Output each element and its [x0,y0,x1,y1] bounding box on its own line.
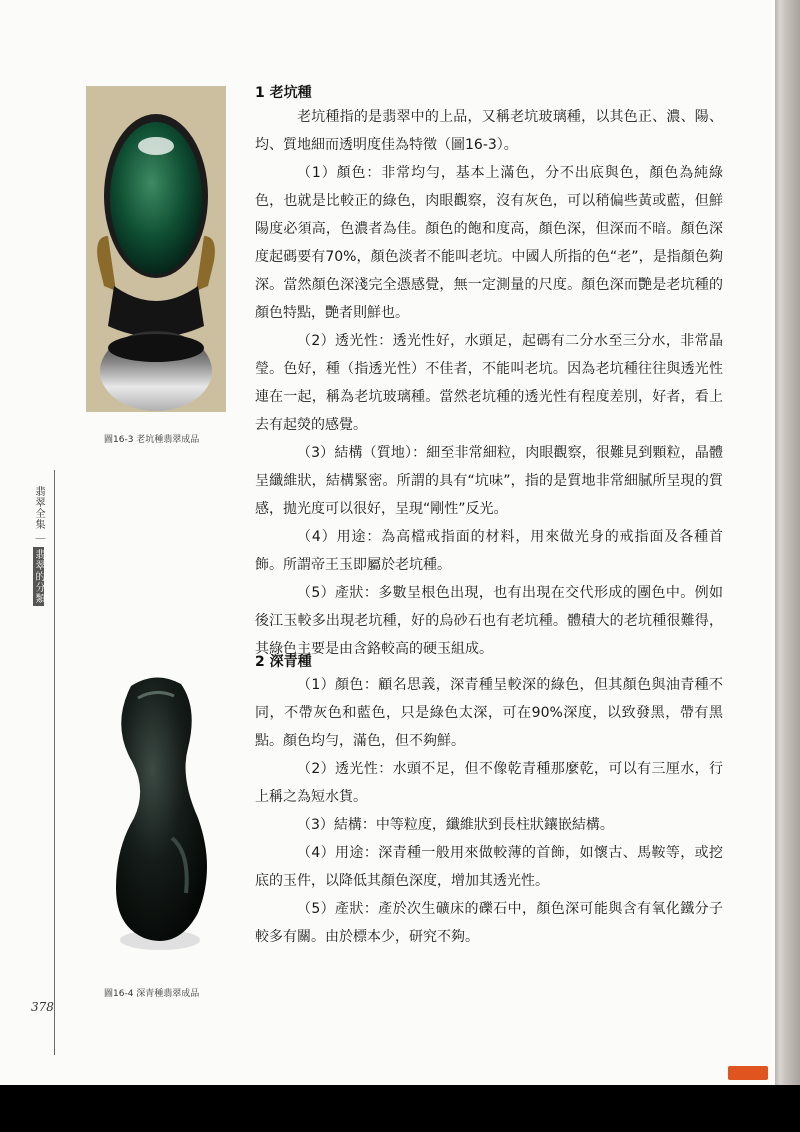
paragraph: （4）用途：深青種一般用來做較薄的首飾，如懷古、馬鞍等，或挖底的玉件，以降低其顏色深度，增加其透光性。 [255,845,723,889]
book-spine [775,0,800,1085]
section-heading: 2 深青種 [255,654,312,670]
paragraph: （2）透光性：透光性好，水頭足，起碼有二分水至三分水，非常晶瑩。色好，種（指透光性）不佳者，不能叫老坑。因為老坑種往往與透光性連在一起，稱為老坑玻璃種。當然老坑種的透光性有程度差別，好者，看上去有起熒的感覺。 [255,333,723,433]
paragraph: （2）透光性：水頭不足，但不像乾青種那麼乾，可以有三厘水，行上稱之為短水貨。 [255,761,723,805]
section-body [255,671,723,951]
book-title: 翡翠全集 [33,486,44,530]
paragraph: 老坑種指的是翡翠中的上品，又稱老坑玻璃種，以其色正、濃、陽、均、質地細而透明度佳為特徵（圖16-3）。 [255,109,723,153]
page-number: 378 [31,1000,54,1014]
spine-color-tab [728,1066,768,1080]
scan-bottom-border [0,1085,800,1132]
figure-caption: 圖16-3 老坑種翡翠成品 [104,435,200,445]
chapter-title: 翡翠的分類 [33,549,44,604]
jade-pendant-photo [86,668,226,968]
paragraph: （3）結構：中等粒度，纖維狀到長柱狀鑲嵌結構。 [297,817,614,833]
paragraph: （1）顏色：顧名思義，深青種呈較深的綠色，但其顏色與油青種不同，不帶灰色和藍色，只是綠色太深，可在90%深度，以致發黑，帶有黑點。顏色均勻，滿色，但不夠鮮。 [255,677,723,749]
section-heading: 1 老坑種 [255,85,312,101]
section-body [255,103,723,663]
figure-caption: 圖16-4 深青種翡翠成品 [104,989,200,999]
paragraph: （5）產狀：產於次生礦床的礫石中，顏色深可能與含有氧化鐵分子較多有關。由於標本少，研究不夠。 [255,901,723,945]
jade-ring-photo [86,86,226,412]
paragraph: （1）顏色：非常均勻，基本上滿色，分不出底與色，顏色為純綠色，也就是比較正的綠色，肉眼觀察，沒有灰色，可以稍偏些黃或藍，但鮮陽度必須高，色濃者為佳。顏色的飽和度高，顏色深，但深而不暗。顏色深度起碼要有70%，顏色淡者不能叫老坑。中國人所指的色“老”，是指顏色夠深。當然顏色深淺完全憑感覺，無一定測量的尺度。顏色深而艷是老坑種的顏色特點，艷者則鮮也。 [255,165,723,321]
side-running-title: 翡翠全集｜翡翠的分類 [33,486,44,604]
margin-divider-line [54,470,55,1055]
paragraph: （3）結構（質地）：細至非常細粒，肉眼觀察，很難見到顆粒，晶體呈纖維狀，結構緊密。所謂的具有“坑味”，指的是質地非常細膩所呈現的質感，拋光度可以很好，呈現“剛性”反光。 [255,445,723,517]
paragraph: （5）產狀：多數呈根色出現，也有出現在交代形成的團色中。例如後江玉較多出現老坑種，好的烏砂石也有老坑種。體積大的老坑種很難得，其綠色主要是由含鉻較高的硬玉組成。 [255,585,723,657]
paragraph: （4）用途：為高檔戒指面的材料，用來做光身的戒指面及各種首飾。所謂帝王玉即屬於老坑種。 [255,529,723,573]
